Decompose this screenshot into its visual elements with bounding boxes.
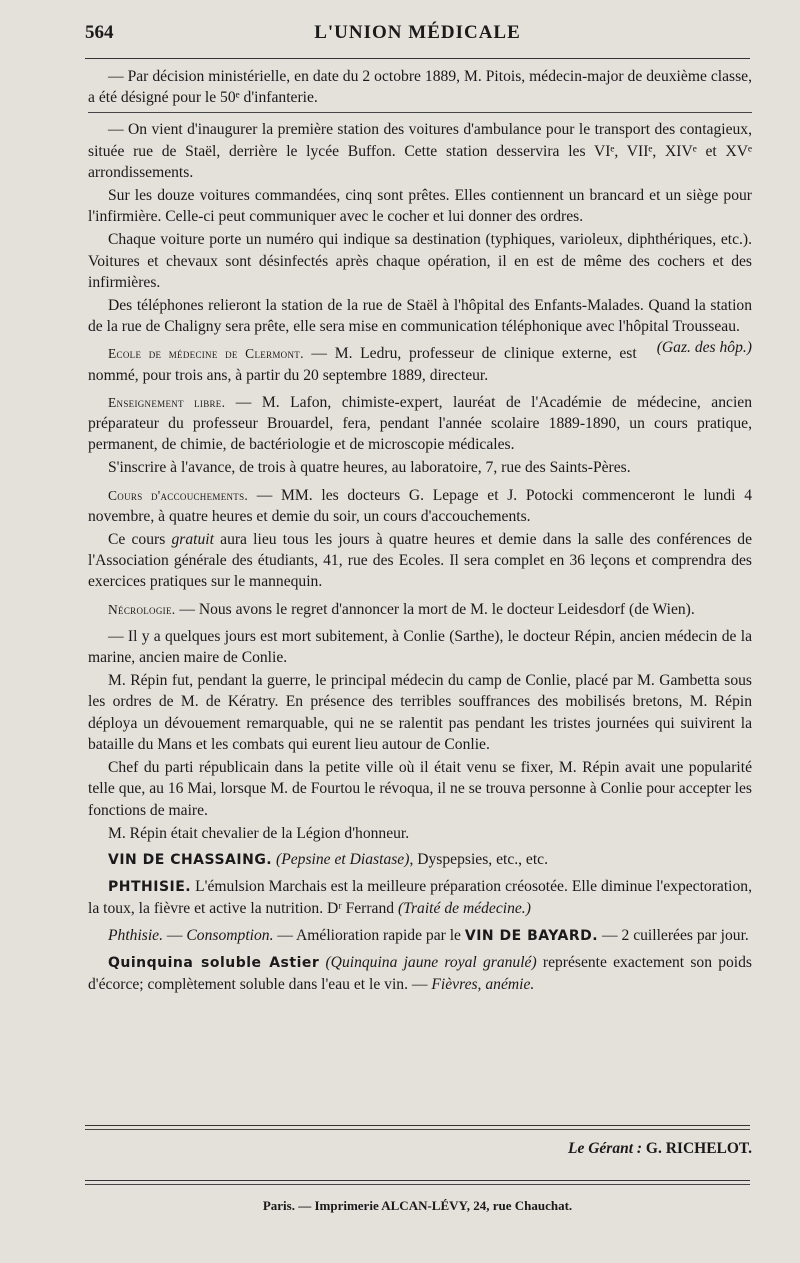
ad-text: L'émulsion Marchais est la meilleure préparation créosotée. Elle diminue l'expectoration, la toux, la fièvre et active la nutrition. Dʳ Ferrand xyxy=(88,878,752,918)
section-heading: Enseignement libre. xyxy=(108,394,226,410)
advertisement xyxy=(88,876,752,919)
ad-italic: (Pepsine et Diastase) xyxy=(276,850,410,868)
ad-italic: Consomption. xyxy=(186,926,274,944)
section-heading: Ecole de médecine de Clermont. xyxy=(108,346,304,362)
gerant-signature xyxy=(88,1140,752,1158)
ad-title: VIN DE BAYARD. xyxy=(464,927,599,944)
printer-imprint: Paris. — Imprimerie ALCAN-LÉVY, 24, rue Chauchat. xyxy=(262,1198,573,1213)
ad-text: — xyxy=(163,926,187,944)
advertisement xyxy=(88,849,752,871)
paragraph: Chef du parti républicain dans la petite ville où il était venu se fixer, M. Répin avait une popularité telle que, au 16 Mai, lorsque M. de Fourtou le révoqua, il ne se trouva personne à Conlie pour accepter les fonctions de maire. xyxy=(88,759,752,819)
paragraph-text: — M. Lafon, chimiste-expert, lauréat de l'Académie de médecine, ancien préparateur du professeur Brouardel, fera, pendant l'année scolaire 1889-1890, un cours pratique, permanent, de chimie, de bactériologie et de microscopie médicales. xyxy=(88,393,752,454)
section-rule xyxy=(88,112,752,113)
ad-title: PHTHISIE. xyxy=(108,879,192,896)
gerant-name: G. RICHELOT. xyxy=(642,1140,752,1157)
ad-italic: (Traité de médecine.) xyxy=(397,900,531,918)
paragraph: — On vient d'inaugurer la première station des voitures d'ambulance pour le transport des contagieux, située rue de Staël, derrière le lycée Buffon. Cette station desservira les VIᵉ, VIIᵉ, XIVᵉ et XVᵉ arrondissements. xyxy=(88,121,752,181)
paragraph: — Par décision ministérielle, en date du 2 octobre 1889, M. Pitois, médecin-major de deuxième classe, a été désigné pour le 50ᵉ d'infanterie. xyxy=(88,68,752,107)
page-header xyxy=(85,22,750,52)
ad-text: , Dyspepsies, etc., etc. xyxy=(409,850,549,868)
advertisement xyxy=(88,952,752,995)
ad-title: Quinquina soluble Astier xyxy=(108,954,320,971)
ad-text: — 2 cuillerées par jour. xyxy=(598,926,749,944)
ad-text: représente exactement son poids d'écorce; complètement soluble dans l'eau et le vin. — xyxy=(88,953,752,993)
footer-rule-top xyxy=(85,1125,750,1126)
journal-title: L'UNION MÉDICALE xyxy=(314,22,521,43)
footer-rule-bottom-double xyxy=(85,1184,750,1185)
footer-rule-bottom xyxy=(85,1180,750,1181)
header-rule xyxy=(85,58,750,59)
ad-italic: (Quinquina jaune royal granulé) xyxy=(325,953,537,971)
ad-title: VIN DE CHASSAING. xyxy=(108,851,273,868)
paragraph-text: Des téléphones relieront la station de la rue de Staël à l'hôpital des Enfants-Malades. Quand la station de la rue de Chaligny sera prête, elle sera mise en communication téléphonique avec l'hôpital Trousseau. xyxy=(88,297,752,336)
paragraph: M. Répin fut, pendant la guerre, le principal médecin du camp de Conlie, placé par M. Gambetta sous les ordres de M. de Kératry. En présence des terribles souffrances des mobilisés bretons, M. Répin déploya un dévouement remarquable, qui ne se ralentit pas pendant les tristes journées qui suivirent la bataille du Mans et les combats qui eurent lieu autour de Conlie. xyxy=(88,672,752,753)
paragraph: S'inscrire à l'avance, de trois à quatre heures, au laboratoire, 7, rue des Saints-Pères. xyxy=(108,459,631,477)
paragraph-text: — Nous avons le regret d'annoncer la mort de M. le docteur Leidesdorf (de Wien). xyxy=(175,600,695,618)
paragraph-text: — M. Ledru, professeur de clinique externe, est nommé, pour trois ans, à partir du 20 septembre 1889, directeur. xyxy=(88,345,637,384)
emphasis: gratuit xyxy=(171,531,214,549)
page-number: 564 xyxy=(85,22,114,43)
ad-italic: Phthisie. xyxy=(108,926,164,944)
ad-italic: Fièvres, anémie. xyxy=(431,975,535,993)
gerant-label: Le Gérant : xyxy=(568,1140,643,1157)
paragraph: — Il y a quelques jours est mort subitement, à Conlie (Sarthe), le docteur Répin, ancien médecin de la marine, ancien maire de Conlie. xyxy=(88,627,752,667)
paragraph-text: — MM. les docteurs G. Lepage et J. Potocki commenceront le lundi 4 novembre, à quatre heures et demie du soir, un cours d'accouchements. xyxy=(88,486,752,525)
paragraph xyxy=(88,485,752,527)
ad-text: — Amélioration rapide par le xyxy=(273,926,465,944)
paragraph: Chaque voiture porte un numéro qui indique sa destination (typhiques, varioleux, diphthériques, etc.). Voitures et chevaux sont désinfectés après chaque opération, il en est de même des cochers et des infirmières. xyxy=(88,231,752,291)
section-heading: Nécrologie. xyxy=(108,601,176,617)
footer-rule-top-double xyxy=(85,1129,750,1130)
source-citation: (Gaz. des hôp.) xyxy=(656,339,752,357)
paragraph: M. Répin était chevalier de la Légion d'honneur. xyxy=(108,824,410,842)
paragraph xyxy=(88,599,752,620)
paragraph: Sur les douze voitures commandées, cinq sont prêtes. Elles contiennent un brancard et un siège pour l'infirmière. Celle-ci peut communiquer avec le cocher et lui donner des ordres. xyxy=(88,187,752,226)
paragraph xyxy=(88,529,752,593)
paragraph-text: Ce cours xyxy=(108,531,172,549)
advertisement xyxy=(88,925,752,947)
section-heading: Cours d'accouchements. xyxy=(108,487,249,503)
paragraph xyxy=(88,392,752,456)
paragraph-text: aura lieu tous les jours à quatre heures et demie dans la salle des conférences de l'Association générale des étudiants, 41, rue des Ecoles. Il sera complet en 36 leçons et comprendra des exercices pratiques sur le mannequin. xyxy=(88,531,752,591)
article-body xyxy=(88,66,752,997)
